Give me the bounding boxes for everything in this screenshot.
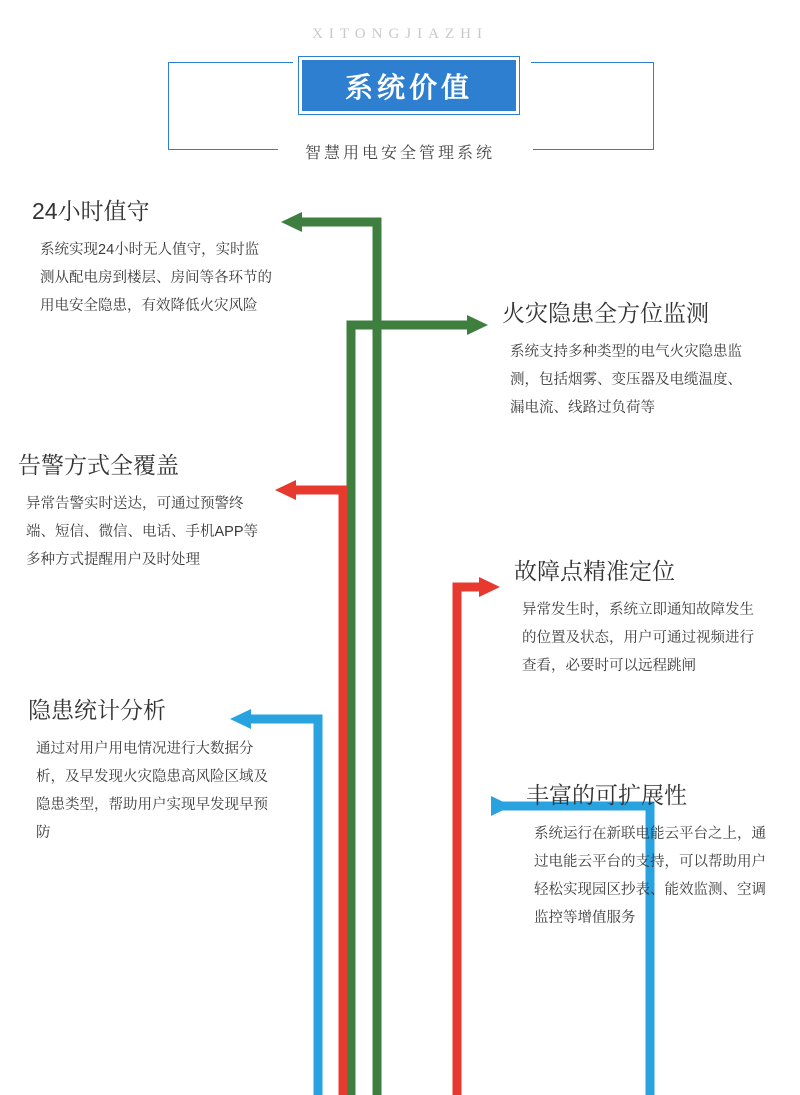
value-block-24h xyxy=(22,198,272,320)
value-block-body: 通过对用户用电情况进行大数据分析，及早发现火灾隐患高风险区域及隐患类型，帮助用户实现早发现早预防 xyxy=(36,740,268,842)
page-title: 系统价值 xyxy=(344,71,473,103)
header-pinyin: XITONGJIAZHI xyxy=(312,26,488,42)
value-block-title: 丰富的可扩展性 xyxy=(526,782,687,808)
value-block-body: 系统支持多种类型的电气火灾隐患监测，包括烟雾、变压器及电缆温度、漏电流、线路过负荷等 xyxy=(510,343,742,417)
arrow-red-right xyxy=(457,577,500,1095)
value-block-title: 故障点精准定位 xyxy=(514,558,675,584)
page-title-box xyxy=(299,57,519,114)
value-block-fire-monitoring xyxy=(492,300,752,422)
arrow-green-left xyxy=(281,212,377,1095)
value-block-alarm-coverage xyxy=(8,452,258,574)
value-block-title: 24小时值守 xyxy=(32,198,150,224)
value-block-body: 系统运行在新联电能云平台之上，通过电能云平台的支持，可以帮助用户轻松实现园区抄表、能效监测、空调监控等增值服务 xyxy=(534,825,766,927)
value-block-fault-location xyxy=(504,558,754,680)
value-block-body: 异常发生时，系统立即通知故障发生的位置及状态，用户可通过视频进行查看，必要时可以远程跳闸 xyxy=(522,601,754,675)
value-block-title: 火灾隐患全方位监测 xyxy=(502,300,709,326)
value-block-body: 异常告警实时送达，可通过预警终端、短信、微信、电话、手机APP等多种方式提醒用户及时处理 xyxy=(26,495,259,569)
value-block-statistics xyxy=(18,697,268,848)
value-block-body: 系统实现24小时无人值守，实时监测从配电房到楼层、房间等各环节的用电安全隐患，有效降低火灾风险 xyxy=(40,241,272,315)
value-block-title: 隐患统计分析 xyxy=(28,697,166,723)
value-block-extensibility xyxy=(516,782,766,933)
page-subtitle: 智慧用电安全管理系统 xyxy=(304,145,495,162)
arrow-green-right xyxy=(351,315,488,1095)
arrow-red-left xyxy=(275,480,343,1095)
value-block-title: 告警方式全覆盖 xyxy=(18,452,179,478)
page-header xyxy=(0,0,800,190)
